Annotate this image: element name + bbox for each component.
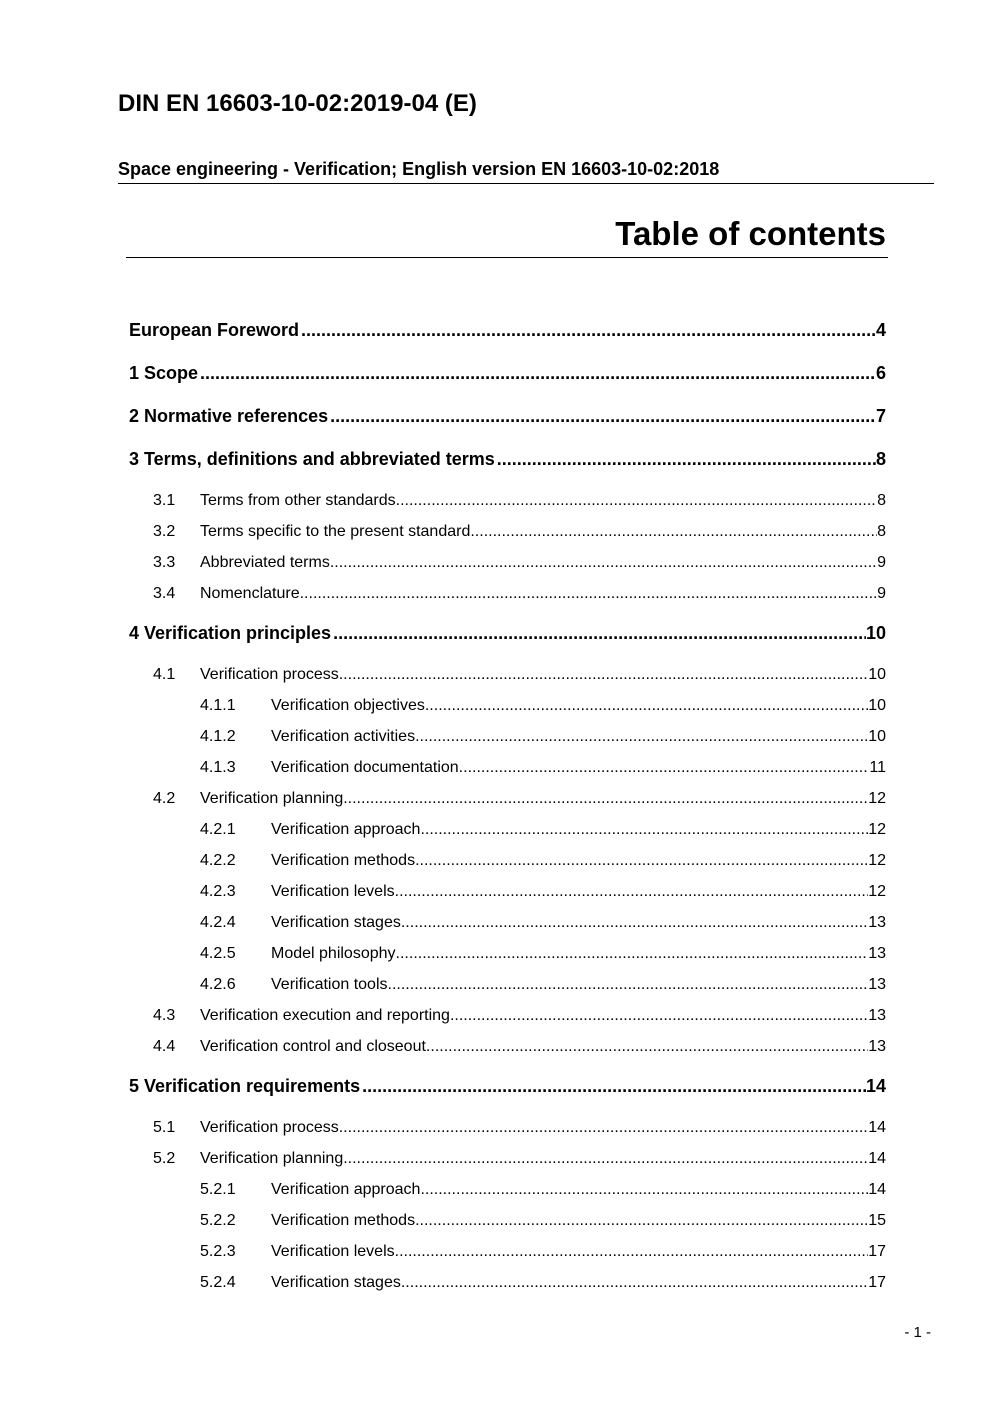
- toc-entry-title: Verification stages: [271, 914, 401, 931]
- toc-entry-number: 3.2: [153, 523, 176, 540]
- toc-entry-page: 4: [875, 320, 886, 340]
- toc-dot-leader: [200, 363, 876, 384]
- toc-entry-title: Verification objectives: [271, 697, 425, 714]
- toc-dot-leader: [339, 666, 868, 684]
- toc-dot-leader: [415, 1212, 868, 1230]
- table-of-contents: [129, 320, 886, 1305]
- toc-entry-title: European Foreword: [129, 320, 300, 340]
- toc-entry-number: 4.2.2: [200, 852, 236, 869]
- toc-entry-page: 14: [868, 1181, 886, 1198]
- toc-entry-page: 15: [868, 1212, 886, 1229]
- toc-entry-title: Verification methods: [271, 852, 416, 869]
- toc-entry[interactable]: [129, 585, 886, 616]
- toc-entry[interactable]: [129, 697, 886, 728]
- toc-entry[interactable]: [129, 1243, 886, 1274]
- toc-dot-leader: [395, 883, 869, 901]
- toc-dot-leader: [395, 1243, 869, 1261]
- toc-entry-page: 13: [868, 976, 886, 993]
- toc-entry[interactable]: [129, 523, 886, 554]
- toc-entry[interactable]: [129, 623, 886, 666]
- toc-dot-leader: [333, 623, 866, 644]
- toc-entry-number: 3.4: [153, 585, 176, 602]
- toc-entry-title: Model philosophy: [271, 945, 396, 962]
- toc-heading: Table of contents: [615, 215, 886, 252]
- toc-entry-title: Verification control and closeout: [200, 1038, 426, 1055]
- toc-entry-title: Abbreviated terms: [200, 554, 330, 571]
- toc-entry[interactable]: [129, 852, 886, 883]
- document-id: DIN EN 16603-10-02:2019-04 (E): [118, 90, 477, 117]
- toc-entry-page: 12: [868, 821, 886, 838]
- toc-entry-title: Verification stages: [271, 1274, 401, 1291]
- toc-entry-number: 4.2.3: [200, 883, 236, 900]
- toc-entry-page: 7: [875, 406, 886, 426]
- toc-entry-page: 14: [865, 1076, 886, 1096]
- toc-entry[interactable]: [129, 1007, 886, 1038]
- toc-dot-leader: [339, 1119, 868, 1137]
- toc-dot-leader: [388, 976, 869, 994]
- toc-entry[interactable]: [129, 666, 886, 697]
- toc-dot-leader: [470, 523, 877, 541]
- toc-entry-title: 2 Normative references: [129, 406, 329, 426]
- toc-entry-page: 9: [877, 585, 886, 602]
- toc-entry[interactable]: [129, 554, 886, 585]
- toc-entry-page: 14: [868, 1119, 886, 1136]
- toc-entry-page: 10: [868, 697, 886, 714]
- toc-entry-page: 17: [868, 1274, 886, 1291]
- toc-entry-title: Verification documentation: [271, 759, 459, 776]
- toc-entry-page: 8: [877, 523, 886, 540]
- toc-entry[interactable]: [129, 363, 886, 406]
- toc-entry[interactable]: [129, 1119, 886, 1150]
- toc-dot-leader: [396, 492, 877, 510]
- toc-dot-leader: [396, 945, 869, 963]
- toc-entry-number: 3.1: [153, 492, 176, 509]
- toc-entry[interactable]: [129, 449, 886, 492]
- toc-entry-title: Verification approach: [271, 821, 421, 838]
- toc-entry-page: 13: [868, 1038, 886, 1055]
- toc-entry-page: 12: [868, 852, 886, 869]
- toc-entry-title: Verification approach: [271, 1181, 421, 1198]
- toc-dot-leader: [401, 1274, 868, 1292]
- toc-entry-number: 4.1.3: [200, 759, 236, 776]
- toc-dot-leader: [420, 821, 868, 839]
- toc-entry-page: 8: [875, 449, 886, 469]
- toc-entry-title: Terms specific to the present standard: [200, 523, 471, 540]
- toc-entry[interactable]: [129, 1150, 886, 1181]
- toc-dot-leader: [425, 697, 868, 715]
- toc-entry[interactable]: [129, 883, 886, 914]
- toc-entry-page: 8: [877, 492, 886, 509]
- toc-entry-title: 3 Terms, definitions and abbreviated terms: [129, 449, 495, 469]
- toc-entry-page: 9: [877, 554, 886, 571]
- toc-entry[interactable]: [129, 492, 886, 523]
- toc-entry[interactable]: [129, 406, 886, 449]
- toc-entry-page: 14: [868, 1150, 886, 1167]
- toc-entry[interactable]: [129, 728, 886, 759]
- toc-entry-title: Verification execution and reporting: [200, 1007, 450, 1024]
- toc-entry-page: 13: [868, 945, 886, 962]
- toc-entry-title: Verification process: [200, 666, 339, 683]
- toc-dot-leader: [450, 1007, 868, 1025]
- toc-entry-number: 4.1: [153, 666, 176, 683]
- toc-entry-title: Verification methods: [271, 1212, 416, 1229]
- toc-dot-leader: [459, 759, 870, 777]
- toc-entry-page: 13: [868, 914, 886, 931]
- toc-entry[interactable]: [129, 1212, 886, 1243]
- toc-entry-number: 4.2.4: [200, 914, 236, 931]
- toc-entry-page: 6: [875, 363, 886, 383]
- toc-entry-number: 4.3: [153, 1007, 176, 1024]
- toc-entry[interactable]: [129, 914, 886, 945]
- toc-entry-number: 5.1: [153, 1119, 176, 1136]
- toc-entry-number: 5.2.4: [200, 1274, 236, 1291]
- toc-entry-number: 4.2.6: [200, 976, 236, 993]
- toc-entry-number: 4.1.1: [200, 697, 236, 714]
- toc-entry-number: 5.2.3: [200, 1243, 236, 1260]
- toc-entry[interactable]: [129, 1181, 886, 1212]
- toc-dot-leader: [497, 449, 876, 470]
- toc-entry-number: 3.3: [153, 554, 176, 571]
- toc-entry[interactable]: [129, 1076, 886, 1119]
- toc-entry-title: 1 Scope: [129, 363, 199, 383]
- toc-dot-leader: [300, 585, 877, 603]
- toc-entry-title: Verification planning: [200, 1150, 344, 1167]
- toc-dot-leader: [420, 1181, 868, 1199]
- toc-dot-leader: [362, 1076, 866, 1097]
- toc-entry-title: Verification tools: [271, 976, 388, 993]
- toc-entry-number: 4.2.1: [200, 821, 236, 838]
- toc-entry-title: Verification planning: [200, 790, 344, 807]
- toc-entry-number: 5.2.1: [200, 1181, 236, 1198]
- toc-dot-leader: [330, 554, 877, 572]
- toc-entry-number: 4.4: [153, 1038, 176, 1055]
- toc-entry[interactable]: [129, 320, 886, 363]
- toc-entry-page: 10: [868, 666, 886, 683]
- toc-dot-leader: [343, 790, 868, 808]
- header-divider: [118, 183, 934, 184]
- toc-entry-page: 12: [868, 790, 886, 807]
- toc-dot-leader: [401, 914, 868, 932]
- toc-entry[interactable]: [129, 976, 886, 1007]
- toc-entry[interactable]: [129, 1038, 886, 1069]
- toc-entry[interactable]: [129, 945, 886, 976]
- toc-entry-title: Verification process: [200, 1119, 339, 1136]
- toc-dot-leader: [426, 1038, 868, 1056]
- toc-dot-leader: [330, 406, 876, 427]
- toc-entry-title: 4 Verification principles: [129, 623, 332, 643]
- toc-entry-number: 5.2.2: [200, 1212, 236, 1229]
- toc-dot-leader: [415, 852, 868, 870]
- toc-entry-number: 4.2: [153, 790, 176, 807]
- toc-entry[interactable]: [129, 1274, 886, 1305]
- toc-entry-page: 13: [868, 1007, 886, 1024]
- toc-heading-divider: [126, 257, 888, 258]
- toc-entry-title: Nomenclature: [200, 585, 300, 602]
- toc-entry-title: 5 Verification requirements: [129, 1076, 361, 1096]
- toc-entry-page: 10: [868, 728, 886, 745]
- toc-entry-title: Verification activities: [271, 728, 416, 745]
- toc-dot-leader: [343, 1150, 868, 1168]
- toc-entry[interactable]: [129, 759, 886, 790]
- toc-entry-title: Terms from other standards: [200, 492, 396, 509]
- toc-entry-title: Verification levels: [271, 1243, 395, 1260]
- document-subtitle: Space engineering - Verification; English version EN 16603-10-02:2018: [118, 159, 720, 179]
- toc-entry[interactable]: [129, 790, 886, 821]
- toc-entry-number: 4.2.5: [200, 945, 236, 962]
- page-number: - 1 -: [904, 1324, 931, 1341]
- toc-entry-page: 12: [868, 883, 886, 900]
- toc-entry[interactable]: [129, 821, 886, 852]
- toc-entry-page: 10: [865, 623, 886, 643]
- toc-entry-page: 11: [869, 759, 886, 776]
- toc-entry-number: 5.2: [153, 1150, 176, 1167]
- toc-dot-leader: [301, 320, 876, 341]
- toc-entry-title: Verification levels: [271, 883, 395, 900]
- toc-entry-page: 17: [868, 1243, 886, 1260]
- toc-entry-number: 4.1.2: [200, 728, 236, 745]
- toc-dot-leader: [415, 728, 868, 746]
